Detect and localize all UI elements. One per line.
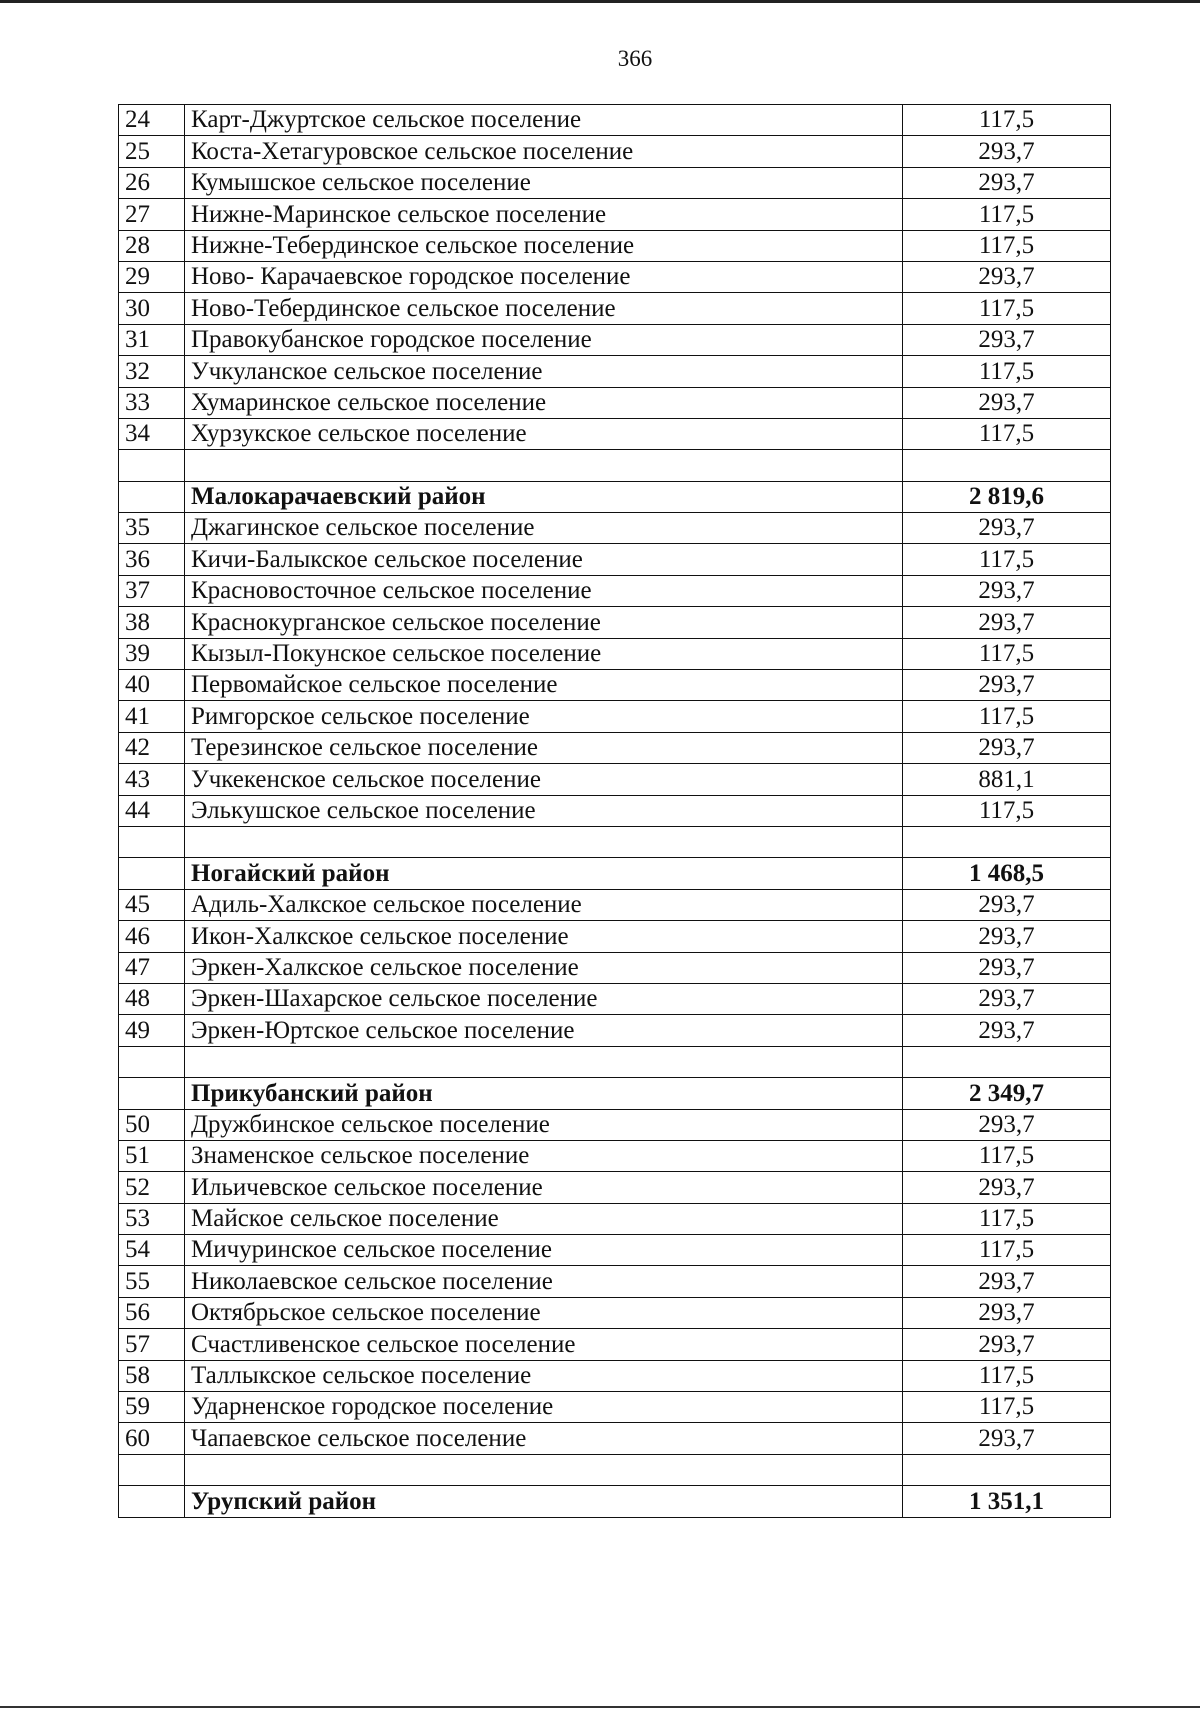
amount-value: 117,5 — [903, 418, 1111, 449]
scan-edge-bottom — [0, 1706, 1200, 1708]
row-number: 42 — [119, 732, 185, 763]
row-number: 29 — [119, 261, 185, 292]
amount-value — [903, 1046, 1111, 1077]
settlement-name: Таллыкское сельское поселение — [185, 1360, 903, 1391]
table-row — [119, 544, 1111, 575]
amount-value: 293,7 — [903, 1297, 1111, 1328]
amount-value: 293,7 — [903, 1109, 1111, 1140]
row-number: 52 — [119, 1172, 185, 1203]
settlement-name: Кызыл-Покунское сельское поселение — [185, 638, 903, 669]
table-row — [119, 1109, 1111, 1140]
row-number: 26 — [119, 167, 185, 198]
amount-value: 117,5 — [903, 1360, 1111, 1391]
settlement-name: Ударненское городское поселение — [185, 1392, 903, 1423]
table-row — [119, 418, 1111, 449]
settlement-name: Терезинское сельское поселение — [185, 732, 903, 763]
settlement-name: Правокубанское городское поселение — [185, 324, 903, 355]
amount-value — [903, 450, 1111, 481]
table-row — [119, 795, 1111, 826]
row-number: 57 — [119, 1329, 185, 1360]
table-row — [119, 764, 1111, 795]
district-total: 2 349,7 — [903, 1078, 1111, 1109]
row-number: 24 — [119, 105, 185, 136]
table-row — [119, 1392, 1111, 1423]
page-number: 366 — [617, 46, 653, 71]
amount-value: 293,7 — [903, 1329, 1111, 1360]
amount-value: 117,5 — [903, 1392, 1111, 1423]
amount-value: 293,7 — [903, 889, 1111, 920]
district-name: Малокарачаевский район — [185, 481, 903, 512]
settlement-name: Дружбинское сельское поселение — [185, 1109, 903, 1140]
row-number: 58 — [119, 1360, 185, 1391]
table-row — [119, 889, 1111, 920]
scan-edge-top — [0, 0, 1200, 3]
district-total: 2 819,6 — [903, 481, 1111, 512]
settlement-name — [185, 450, 903, 481]
row-number: 50 — [119, 1109, 185, 1140]
table-body — [119, 105, 1111, 1518]
district-total-row — [119, 1078, 1111, 1109]
settlement-name: Мичуринское сельское поселение — [185, 1235, 903, 1266]
district-total: 1 351,1 — [903, 1486, 1111, 1517]
amount-value: 117,5 — [903, 701, 1111, 732]
table-row — [119, 293, 1111, 324]
settlement-name — [185, 1046, 903, 1077]
settlement-name: Карт-Джуртское сельское поселение — [185, 105, 903, 136]
row-number: 38 — [119, 607, 185, 638]
amount-value: 293,7 — [903, 1266, 1111, 1297]
row-number: 60 — [119, 1423, 185, 1454]
row-number: 54 — [119, 1235, 185, 1266]
amount-value: 293,7 — [903, 167, 1111, 198]
district-name: Урупский район — [185, 1486, 903, 1517]
row-number: 48 — [119, 983, 185, 1014]
amount-value: 293,7 — [903, 952, 1111, 983]
settlement-name: Нижне-Маринское сельское поселение — [185, 199, 903, 230]
row-number — [119, 1046, 185, 1077]
amount-value: 293,7 — [903, 607, 1111, 638]
row-number: 35 — [119, 513, 185, 544]
amount-value: 117,5 — [903, 795, 1111, 826]
settlement-name: Знаменское сельское поселение — [185, 1140, 903, 1171]
row-number — [119, 1078, 185, 1109]
row-number — [119, 1454, 185, 1485]
row-number: 44 — [119, 795, 185, 826]
row-number: 30 — [119, 293, 185, 324]
row-number — [119, 858, 185, 889]
table-row — [119, 1235, 1111, 1266]
row-number: 33 — [119, 387, 185, 418]
spacer-row — [119, 450, 1111, 481]
table-row — [119, 732, 1111, 763]
row-number: 28 — [119, 230, 185, 261]
row-number: 31 — [119, 324, 185, 355]
amount-value: 293,7 — [903, 1172, 1111, 1203]
settlement-name: Чапаевское сельское поселение — [185, 1423, 903, 1454]
amount-value: 117,5 — [903, 356, 1111, 387]
district-name: Прикубанский район — [185, 1078, 903, 1109]
table-row — [119, 230, 1111, 261]
table-row — [119, 1203, 1111, 1234]
row-number: 53 — [119, 1203, 185, 1234]
settlement-name: Хумаринское сельское поселение — [185, 387, 903, 418]
amount-value: 117,5 — [903, 638, 1111, 669]
row-number: 56 — [119, 1297, 185, 1328]
amount-value: 293,7 — [903, 136, 1111, 167]
table-row — [119, 952, 1111, 983]
table-row — [119, 575, 1111, 606]
table-row — [119, 513, 1111, 544]
row-number: 39 — [119, 638, 185, 669]
row-number: 34 — [119, 418, 185, 449]
amount-value — [903, 826, 1111, 857]
settlement-name: Нижне-Тебердинское сельское поселение — [185, 230, 903, 261]
table-row — [119, 1329, 1111, 1360]
table-row — [119, 1015, 1111, 1046]
settlement-name: Коста-Хетагуровское сельское поселение — [185, 136, 903, 167]
settlement-name: Николаевское сельское поселение — [185, 1266, 903, 1297]
settlement-name — [185, 826, 903, 857]
amount-value: 293,7 — [903, 324, 1111, 355]
row-number: 36 — [119, 544, 185, 575]
settlement-name: Первомайское сельское поселение — [185, 670, 903, 701]
row-number — [119, 826, 185, 857]
amount-value: 293,7 — [903, 670, 1111, 701]
settlement-name: Учкекенское сельское поселение — [185, 764, 903, 795]
amount-value: 293,7 — [903, 387, 1111, 418]
allocation-table — [118, 104, 1111, 1518]
table-row — [119, 324, 1111, 355]
amount-value: 117,5 — [903, 1235, 1111, 1266]
spacer-row — [119, 1454, 1111, 1485]
row-number: 46 — [119, 921, 185, 952]
settlement-name: Учкуланское сельское поселение — [185, 356, 903, 387]
amount-value: 117,5 — [903, 230, 1111, 261]
district-name: Ногайский район — [185, 858, 903, 889]
settlement-name: Эркен-Юртское сельское поселение — [185, 1015, 903, 1046]
amount-value: 117,5 — [903, 199, 1111, 230]
settlement-name: Хурзукское сельское поселение — [185, 418, 903, 449]
row-number: 41 — [119, 701, 185, 732]
amount-value: 117,5 — [903, 105, 1111, 136]
settlement-name: Ново-Тебердинское сельское поселение — [185, 293, 903, 324]
district-total-row — [119, 1486, 1111, 1517]
settlement-name: Майское сельское поселение — [185, 1203, 903, 1234]
amount-value: 117,5 — [903, 1140, 1111, 1171]
row-number: 47 — [119, 952, 185, 983]
district-total-row — [119, 858, 1111, 889]
amount-value: 293,7 — [903, 575, 1111, 606]
table-row — [119, 1360, 1111, 1391]
spacer-row — [119, 826, 1111, 857]
settlement-name: Кумышское сельское поселение — [185, 167, 903, 198]
table-row — [119, 356, 1111, 387]
table-row — [119, 1172, 1111, 1203]
table-row — [119, 1140, 1111, 1171]
settlement-name: Красновосточное сельское поселение — [185, 575, 903, 606]
amount-value: 117,5 — [903, 293, 1111, 324]
settlement-name: Икон-Халкское сельское поселение — [185, 921, 903, 952]
amount-value: 117,5 — [903, 1203, 1111, 1234]
settlement-name: Джагинское сельское поселение — [185, 513, 903, 544]
settlement-name: Ново- Карачаевское городское поселение — [185, 261, 903, 292]
settlement-name: Эркен-Шахарское сельское поселение — [185, 983, 903, 1014]
amount-value: 293,7 — [903, 513, 1111, 544]
row-number: 40 — [119, 670, 185, 701]
row-number: 59 — [119, 1392, 185, 1423]
table-row — [119, 387, 1111, 418]
settlement-name: Краснокурганское сельское поселение — [185, 607, 903, 638]
amount-value: 293,7 — [903, 983, 1111, 1014]
district-total-row — [119, 481, 1111, 512]
table-row — [119, 701, 1111, 732]
settlement-name: Счастливенское сельское поселение — [185, 1329, 903, 1360]
amount-value: 293,7 — [903, 921, 1111, 952]
row-number: 55 — [119, 1266, 185, 1297]
row-number: 43 — [119, 764, 185, 795]
row-number — [119, 1486, 185, 1517]
amount-value: 117,5 — [903, 544, 1111, 575]
settlement-name — [185, 1454, 903, 1485]
amount-value: 293,7 — [903, 1015, 1111, 1046]
table-row — [119, 983, 1111, 1014]
table-row — [119, 261, 1111, 292]
row-number — [119, 450, 185, 481]
row-number: 37 — [119, 575, 185, 606]
amount-value: 881,1 — [903, 764, 1111, 795]
row-number — [119, 481, 185, 512]
spacer-row — [119, 1046, 1111, 1077]
table-row — [119, 1297, 1111, 1328]
row-number: 45 — [119, 889, 185, 920]
table-row — [119, 670, 1111, 701]
settlement-name: Римгорское сельское поселение — [185, 701, 903, 732]
table-row — [119, 136, 1111, 167]
row-number: 27 — [119, 199, 185, 230]
settlement-name: Эркен-Халкское сельское поселение — [185, 952, 903, 983]
amount-value: 293,7 — [903, 261, 1111, 292]
settlement-name: Кичи-Балыкское сельское поселение — [185, 544, 903, 575]
table-row — [119, 607, 1111, 638]
table-row — [119, 921, 1111, 952]
table-row — [119, 638, 1111, 669]
table-row — [119, 167, 1111, 198]
table-row — [119, 199, 1111, 230]
row-number: 25 — [119, 136, 185, 167]
settlement-name: Октябрьское сельское поселение — [185, 1297, 903, 1328]
settlement-name: Адиль-Халкское сельское поселение — [185, 889, 903, 920]
amount-value: 293,7 — [903, 732, 1111, 763]
district-total: 1 468,5 — [903, 858, 1111, 889]
table-row — [119, 1423, 1111, 1454]
row-number: 32 — [119, 356, 185, 387]
row-number: 49 — [119, 1015, 185, 1046]
table-row — [119, 1266, 1111, 1297]
settlement-name: Ильичевское сельское поселение — [185, 1172, 903, 1203]
settlement-name: Элькушское сельское поселение — [185, 795, 903, 826]
amount-value — [903, 1454, 1111, 1485]
amount-value: 293,7 — [903, 1423, 1111, 1454]
table-row — [119, 105, 1111, 136]
row-number: 51 — [119, 1140, 185, 1171]
